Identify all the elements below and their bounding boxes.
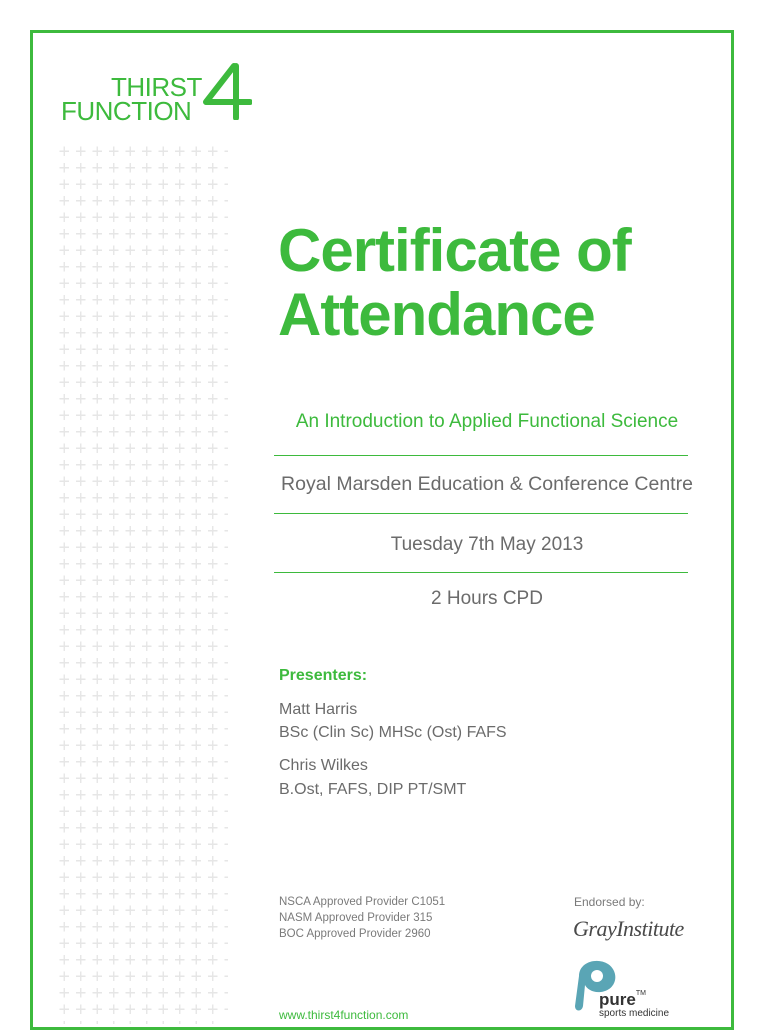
logo-line-1: THIRST xyxy=(111,72,202,102)
presenter-name: Matt Harris xyxy=(279,701,358,718)
title-line-1: Certificate of xyxy=(278,217,631,284)
plus-pattern-decoration xyxy=(56,143,228,1024)
provider-line: NSCA Approved Provider C1051 xyxy=(279,896,446,908)
thirst4function-logo xyxy=(61,64,261,124)
logo-four-glyph xyxy=(200,62,252,120)
presenter-credentials: BSc (Clin Sc) MHSc (Ost) FAFS xyxy=(279,724,507,741)
pure-sports-medicine-logo xyxy=(571,958,681,1024)
cpd-hours: 2 Hours CPD xyxy=(431,588,543,609)
provider-line: BOC Approved Provider 2960 xyxy=(279,928,431,940)
divider xyxy=(274,455,688,456)
event-date: Tuesday 7th May 2013 xyxy=(390,534,584,555)
gray-institute-logo xyxy=(573,916,684,942)
pure-trademark: TM xyxy=(635,990,646,997)
presenters-heading: Presenters: xyxy=(279,667,368,684)
pure-word: pure xyxy=(599,990,636,1009)
pure-wordmark xyxy=(599,990,646,1010)
divider xyxy=(274,572,688,573)
divider xyxy=(274,513,688,514)
logo-line-2: FUNCTION xyxy=(61,96,192,126)
presenter-credentials: B.Ost, FAFS, DIP PT/SMT xyxy=(279,781,467,798)
pure-subtitle: sports medicine xyxy=(599,1008,670,1019)
provider-line: NASM Approved Provider 315 xyxy=(279,912,433,924)
certificate-title xyxy=(278,219,631,347)
website-url: www.thirst4function.com xyxy=(279,1008,409,1022)
venue: Royal Marsden Education & Conference Centre xyxy=(281,473,693,495)
endorsed-by-label: Endorsed by: xyxy=(574,895,645,909)
title-line-2: Attendance xyxy=(278,281,595,348)
gray-logo-word-2: Institute xyxy=(616,916,684,941)
course-name: An Introduction to Applied Functional Science xyxy=(295,411,679,432)
presenter-name: Chris Wilkes xyxy=(279,757,368,774)
gray-logo-word-1: Gray xyxy=(573,916,617,941)
